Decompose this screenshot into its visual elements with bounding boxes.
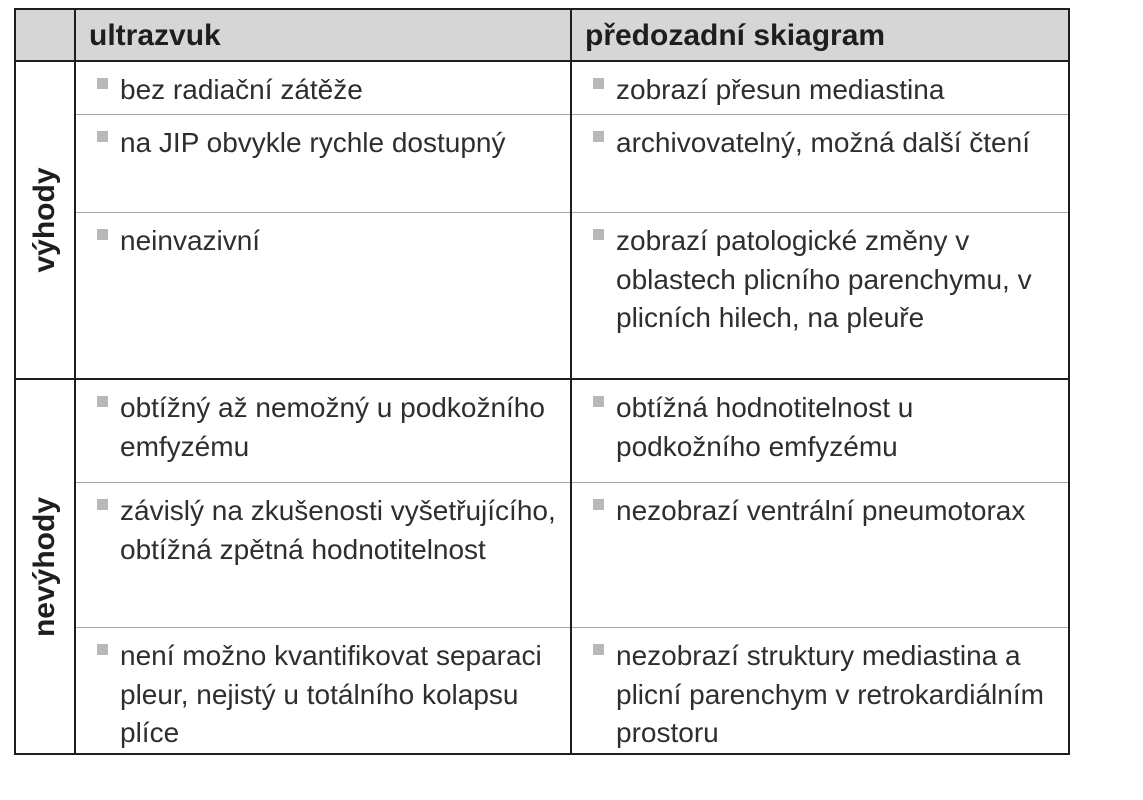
column-divider-side bbox=[74, 8, 76, 755]
cell-text: obtížný až nemožný u podkožního emfyzému bbox=[120, 392, 545, 462]
bullet-square-icon bbox=[97, 78, 108, 89]
table-border-bottom bbox=[14, 753, 1070, 755]
bullet-square-icon bbox=[593, 78, 604, 89]
cell-text: není možno kvantifikovat separaci pleur, nejistý u totálního kolapsu plíce bbox=[120, 640, 542, 748]
row-divider bbox=[75, 114, 1070, 115]
cell-text: archivovatelný, možná další čtení bbox=[616, 127, 1030, 158]
header-ultrasound: ultrazvuk bbox=[75, 8, 571, 61]
cell-text: neinvazivní bbox=[120, 225, 261, 256]
group-label-advantages bbox=[14, 61, 75, 379]
bullet-square-icon bbox=[593, 396, 604, 407]
cell-text: nezobrazí ventrální pneumotorax bbox=[616, 495, 1026, 526]
bullet-square-icon bbox=[97, 131, 108, 142]
table-cell-ultrasound bbox=[75, 114, 571, 212]
table-cell-xray bbox=[571, 482, 1070, 627]
row-divider bbox=[75, 212, 1070, 213]
group-divider bbox=[14, 378, 1070, 380]
cell-text: závislý na zkušenosti vyšetřujícího, obtížná zpětná hodnotitelnost bbox=[120, 495, 556, 565]
table-cell-xray bbox=[571, 114, 1070, 212]
cell-text: bez radiační zátěže bbox=[120, 74, 363, 105]
bullet-square-icon bbox=[97, 499, 108, 510]
table-cell-xray bbox=[571, 379, 1070, 482]
table-cell-ultrasound bbox=[75, 61, 571, 114]
header-xray: předozadní skiagram bbox=[571, 8, 1070, 61]
row-divider bbox=[75, 627, 1070, 628]
column-divider-middle bbox=[570, 8, 572, 755]
row-divider bbox=[75, 482, 1070, 483]
table-cell-xray bbox=[571, 212, 1070, 379]
header-divider bbox=[14, 60, 1070, 62]
table-cell-ultrasound bbox=[75, 627, 571, 755]
cell-text: na JIP obvykle rychle dostupný bbox=[120, 127, 506, 158]
header-corner-cell bbox=[14, 8, 75, 61]
group-label-disadvantages-text: nevýhody bbox=[27, 496, 61, 638]
table-cell-xray bbox=[571, 61, 1070, 114]
bullet-square-icon bbox=[593, 229, 604, 240]
table-cell-xray bbox=[571, 627, 1070, 755]
cell-text: zobrazí přesun mediastina bbox=[616, 74, 945, 105]
table-border-right bbox=[1068, 8, 1070, 755]
group-label-advantages-text: výhody bbox=[27, 167, 61, 273]
table-cell-ultrasound bbox=[75, 212, 571, 379]
group-label-disadvantages bbox=[14, 379, 75, 755]
bullet-square-icon bbox=[593, 499, 604, 510]
cell-text: zobrazí patologické změny v oblastech plicního parenchymu, v plicních hilech, na pleuře bbox=[616, 225, 1032, 333]
table-border-left bbox=[14, 8, 16, 755]
bullet-square-icon bbox=[593, 644, 604, 655]
table-cell-ultrasound bbox=[75, 482, 571, 627]
bullet-square-icon bbox=[97, 396, 108, 407]
bullet-square-icon bbox=[97, 644, 108, 655]
bullet-square-icon bbox=[593, 131, 604, 142]
table-cell-ultrasound bbox=[75, 379, 571, 482]
bullet-square-icon bbox=[97, 229, 108, 240]
comparison-table bbox=[14, 8, 1070, 755]
cell-text: obtížná hodnotitelnost u podkožního emfyzému bbox=[616, 392, 914, 462]
cell-text: nezobrazí struktury mediastina a plicní parenchym v retrokardiálním prostoru bbox=[616, 640, 1044, 748]
table-border-top bbox=[14, 8, 1070, 10]
